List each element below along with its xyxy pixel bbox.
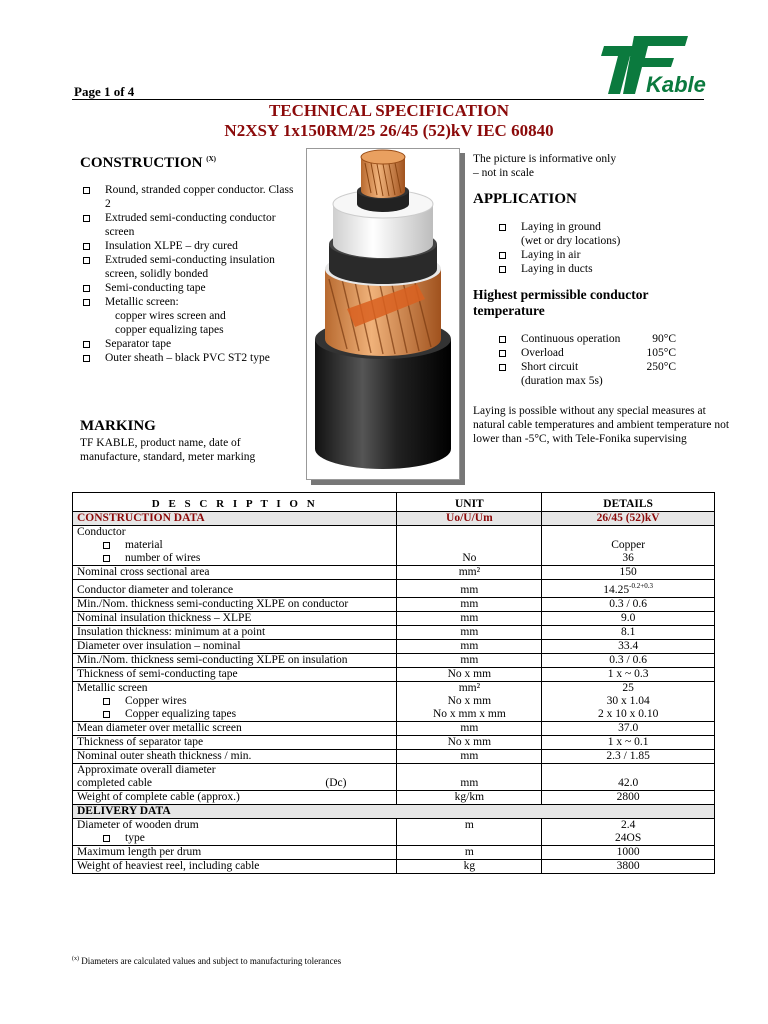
product-title: N2XSY 1x150RM/25 26/45 (52)kV IEC 60840 <box>224 121 554 140</box>
footnote: $^{(x)}$ Diameters are calculated values and subject to manufacturing tolerances <box>72 956 342 966</box>
table-row: Nominal insulation thickness – XLPE mm 9.0 <box>73 611 715 625</box>
list-item: Overload 105°C <box>496 346 686 360</box>
header-rule <box>72 99 704 100</box>
application-list <box>496 220 696 276</box>
list-item: Short circuit 250°C <box>496 360 686 374</box>
table-header <box>73 493 715 512</box>
list-item: Metallic screen: copper wires screen and copper equalizing tapes <box>80 295 300 337</box>
list-item: Separator tape <box>80 337 300 351</box>
table-row: Mean diameter over metallic screen mm 37.0 <box>73 721 715 735</box>
header-description: D E S C R I P T I O N <box>73 493 397 512</box>
table-row: Weight of complete cable (approx.) kg/km 2800 <box>73 790 715 804</box>
specification-table <box>72 492 715 874</box>
header-unit: UNIT <box>397 493 542 512</box>
cable-illustration <box>306 148 460 480</box>
logo-word: Kable <box>646 72 706 97</box>
table-row: Min./Nom. thickness semi-conducting XLPE on insulation mm 0.3 / 0.6 <box>73 653 715 667</box>
list-item: Extruded semi-conducting insulation screen, solidly bonded <box>80 253 300 281</box>
marking-text: TF KABLE, product name, date of manufacture, standard, meter marking <box>80 437 256 463</box>
list-item: (duration max 5s) <box>521 375 603 387</box>
document-title: TECHNICAL SPECIFICATION <box>268 101 510 120</box>
table-row: Conductor material number of wires No Copper 36 <box>73 526 715 566</box>
header-details: DETAILS <box>542 493 715 512</box>
tf-kable-logo <box>596 32 706 98</box>
application-heading: APPLICATION <box>473 191 577 207</box>
construction-list <box>80 183 300 365</box>
temperature-list <box>496 332 686 388</box>
table-row: Insulation thickness: minimum at a point mm 8.1 <box>73 625 715 639</box>
picture-note: The picture is informative only – not in scale <box>473 153 617 179</box>
page-number: Page 1 of 4 <box>74 84 135 99</box>
list-item: Laying in ground <box>496 220 696 234</box>
table-row: Nominal cross sectional area mm² 150 <box>73 566 715 580</box>
list-item: Outer sheath – black PVC ST2 type <box>80 351 300 365</box>
list-item: (wet or dry locations) <box>521 235 621 247</box>
table-row: Conductor diameter and tolerance mm $14.25^{-0.2+0.3}$ <box>73 580 715 598</box>
marking-heading: MARKING <box>80 418 156 434</box>
table-row: Thickness of separator tape No x mm 1 x ~ 0.1 <box>73 735 715 749</box>
list-item: Laying in air <box>496 248 696 262</box>
list-item: Semi-conducting tape <box>80 281 300 295</box>
list-item: Continuous operation 90°C <box>496 332 686 346</box>
table-row: Min./Nom. thickness semi-conducting XLPE on conductor mm 0.3 / 0.6 <box>73 597 715 611</box>
construction-data-row: CONSTRUCTION DATA Uo/U/Um 26/45 (52)kV <box>73 512 715 526</box>
list-item: Laying in ducts <box>496 262 696 276</box>
list-item: Insulation XLPE – dry cured <box>80 239 300 253</box>
table-row: Approximate overall diameter completed cable (Dc) mm 42.0 <box>73 763 715 790</box>
table-row: Thickness of semi-conducting tape No x mm 1 x ~ 0.3 <box>73 667 715 681</box>
construction-heading: CONSTRUCTION $^{(X)}$ <box>80 155 216 171</box>
table-row: Nominal outer sheath thickness / min. mm 2.3 / 1.85 <box>73 749 715 763</box>
table-row: Diameter of wooden drum type m 2.4 24OS <box>73 818 715 845</box>
table-row: Metallic screen Copper wires Copper equalizing tapes mm² No x mm No x mm x mm 25 30 x 1.04 2 x 10 x 0.10 <box>73 681 715 721</box>
table-row: Maximum length per drum m 1000 <box>73 845 715 859</box>
temperature-heading: Highest permissible conductor temperature <box>473 287 649 318</box>
table-row: Diameter over insulation – nominal mm 33.4 <box>73 639 715 653</box>
list-item: Extruded semi-conducting conductor screen <box>80 211 300 239</box>
laying-note: Laying is possible without any special measures at natural cable temperatures and ambient temperature not lower than -5°C, with Tele-Fonika supervising <box>473 405 730 445</box>
table-row: Weight of heaviest reel, including cable kg 3800 <box>73 859 715 873</box>
delivery-data-row: DELIVERY DATA <box>73 804 715 818</box>
list-item: Round, stranded copper conductor. Class 2 <box>80 183 300 211</box>
